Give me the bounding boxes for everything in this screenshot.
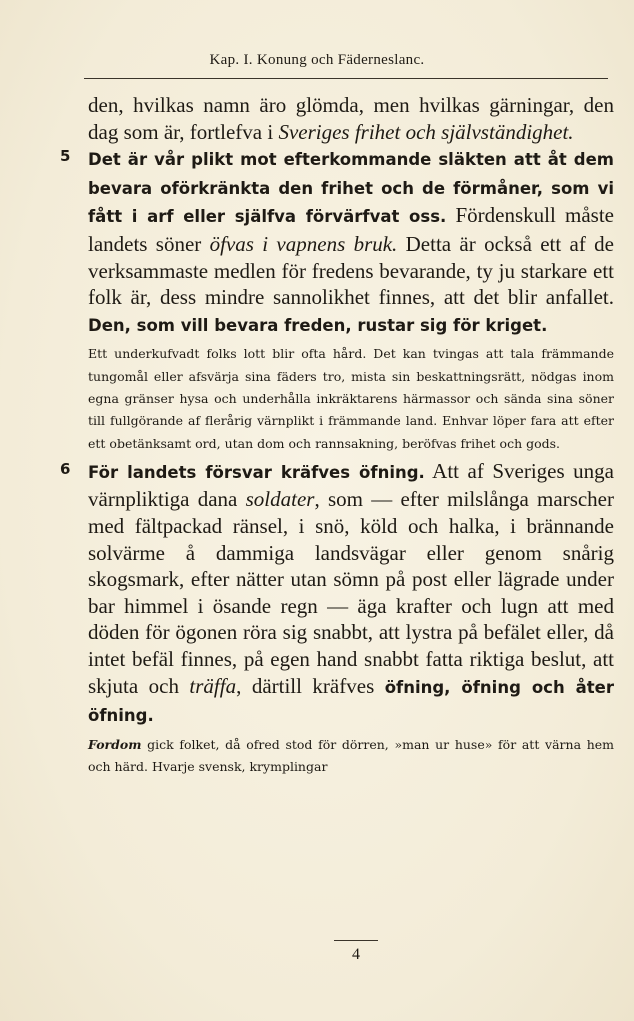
intro-italic: Sveriges frihet och självständighet.	[278, 119, 574, 144]
footer-rule	[334, 940, 378, 941]
text-block	[60, 92, 615, 781]
section-5-text-a: Fördenskull måste landets söner	[88, 203, 614, 256]
section-6-text-b: , som — efter milslånga marscher med fältpackad ränsel, i snö, köld och halka, i brännande solvärme å dammiga landsvägar eller genom snårig skogsmark, efter nätter utan sömn på post eller lägrade under bar himmel i ösande regn — äga krafter och lugn att med döden för ögonen röra sig snabbt, att lystra på befälet eller, då intet befäl finnes, på egen hand snabbt fatta riktiga beslut, att skjuta och	[88, 487, 614, 698]
section-6-italic-traffa: träffa	[189, 673, 237, 698]
section-6-note	[88, 734, 614, 779]
section-6	[60, 458, 615, 779]
intro-text: den, hvilkas namn äro glömda, men hvilkas gärningar, den dag som är, fortlefva i	[88, 93, 614, 144]
section-6-text-a: Att af Sveriges unga värnpliktiga dana	[88, 458, 614, 512]
section-6-note-text: gick folket, då ofred stod för dörren, »man ur huse» för att värna hem och härd. Hvarje svensk, krymplingar	[88, 736, 614, 775]
section-number: 6	[60, 459, 71, 478]
section-6-italic-soldater: soldater	[245, 487, 315, 512]
section-number: 5	[60, 147, 71, 166]
section-6-lead: För landets försvar kräfves öfning.	[88, 462, 425, 482]
section-5-italic: öfvas i vapnens bruk.	[209, 231, 398, 256]
intro-paragraph	[88, 92, 614, 145]
section-5	[60, 145, 614, 455]
section-5-lead: Det är vår plikt mot efterkommande släkten att åt dem bevara oförkränkta den frihet och de förmåner, som vi fått i arf eller själfva förvärfvat oss.	[88, 150, 614, 227]
running-head: Kap. I. Konung och Fäderneslanc.	[209, 52, 425, 68]
section-6-note-italic: Fordom	[88, 736, 142, 752]
section-5-paragraph	[88, 145, 614, 339]
section-6-text-c: , därtill kräfves	[236, 673, 385, 698]
header-rule	[84, 78, 608, 79]
section-5-closing: Den, som vill bevara freden, rustar sig för kriget.	[88, 315, 548, 335]
section-6-closing: öfning, öfning och åter öfning.	[88, 677, 615, 726]
section-5-text-b: Detta är också ett af de verksammaste medlen för fredens bevarande, ty ju starkare ett folk är, dess mindre sannolikhet finnes, att det blir anfallet.	[88, 231, 614, 310]
page-number: 4	[352, 946, 360, 963]
section-5-note: Ett underkufvadt folks lott blir ofta hård. Det kan tvingas att tala främmande tungomål eller afsvärja sina fäders tro, mista sin beskattningsrätt, nödgas inom egna gränser hysa och underhålla inkräktarens härmassor och sända sina söner till fullgörande af flerårig värnplikt i främmande land. Enhvar löper fara att efter ett obetänksamt ord, utan dom och rannsakning, beröfvas frihet och gods.	[88, 346, 614, 451]
section-6-paragraph	[88, 458, 614, 730]
